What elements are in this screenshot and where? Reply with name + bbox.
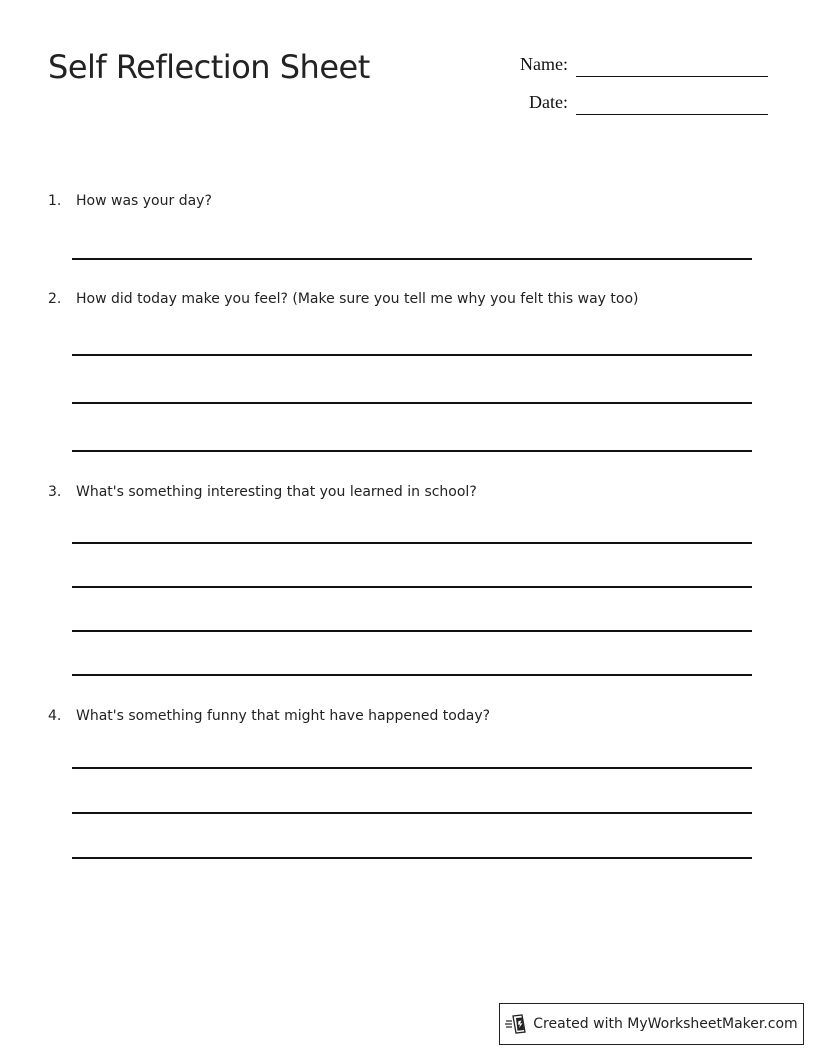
- question-text: How was your day?: [76, 193, 212, 209]
- date-field[interactable]: [576, 114, 768, 115]
- footer-credit[interactable]: [499, 1003, 804, 1045]
- question-text: What's something funny that might have happened today?: [76, 708, 491, 724]
- name-field[interactable]: [576, 76, 768, 77]
- page-title: Self Reflection Sheet: [48, 48, 370, 86]
- answer-line[interactable]: [72, 402, 752, 404]
- question-1: [48, 193, 212, 209]
- question-4: [48, 708, 490, 724]
- question-number: 4.: [48, 708, 62, 724]
- answer-line[interactable]: [72, 450, 752, 452]
- date-label: Date:: [529, 92, 568, 112]
- footer-text: Created with MyWorksheetMaker.com: [533, 1016, 798, 1032]
- answer-line[interactable]: [72, 586, 752, 588]
- question-number: 1.: [48, 193, 62, 209]
- name-label: Name:: [520, 54, 568, 74]
- question-number: 3.: [48, 484, 62, 500]
- answer-line[interactable]: [72, 354, 752, 356]
- question-text: What's something interesting that you learned in school?: [76, 484, 477, 500]
- answer-line[interactable]: [72, 857, 752, 859]
- question-3: [48, 484, 477, 500]
- answer-line[interactable]: [72, 767, 752, 769]
- myworksheetmaker-logo-icon: [505, 1013, 527, 1035]
- answer-line[interactable]: [72, 258, 752, 260]
- answer-line[interactable]: [72, 674, 752, 676]
- answer-line[interactable]: [72, 630, 752, 632]
- answer-line[interactable]: [72, 542, 752, 544]
- answer-line[interactable]: [72, 812, 752, 814]
- question-text: How did today make you feel? (Make sure you tell me why you felt this way too): [76, 291, 639, 307]
- question-2: [48, 291, 638, 307]
- question-number: 2.: [48, 291, 62, 307]
